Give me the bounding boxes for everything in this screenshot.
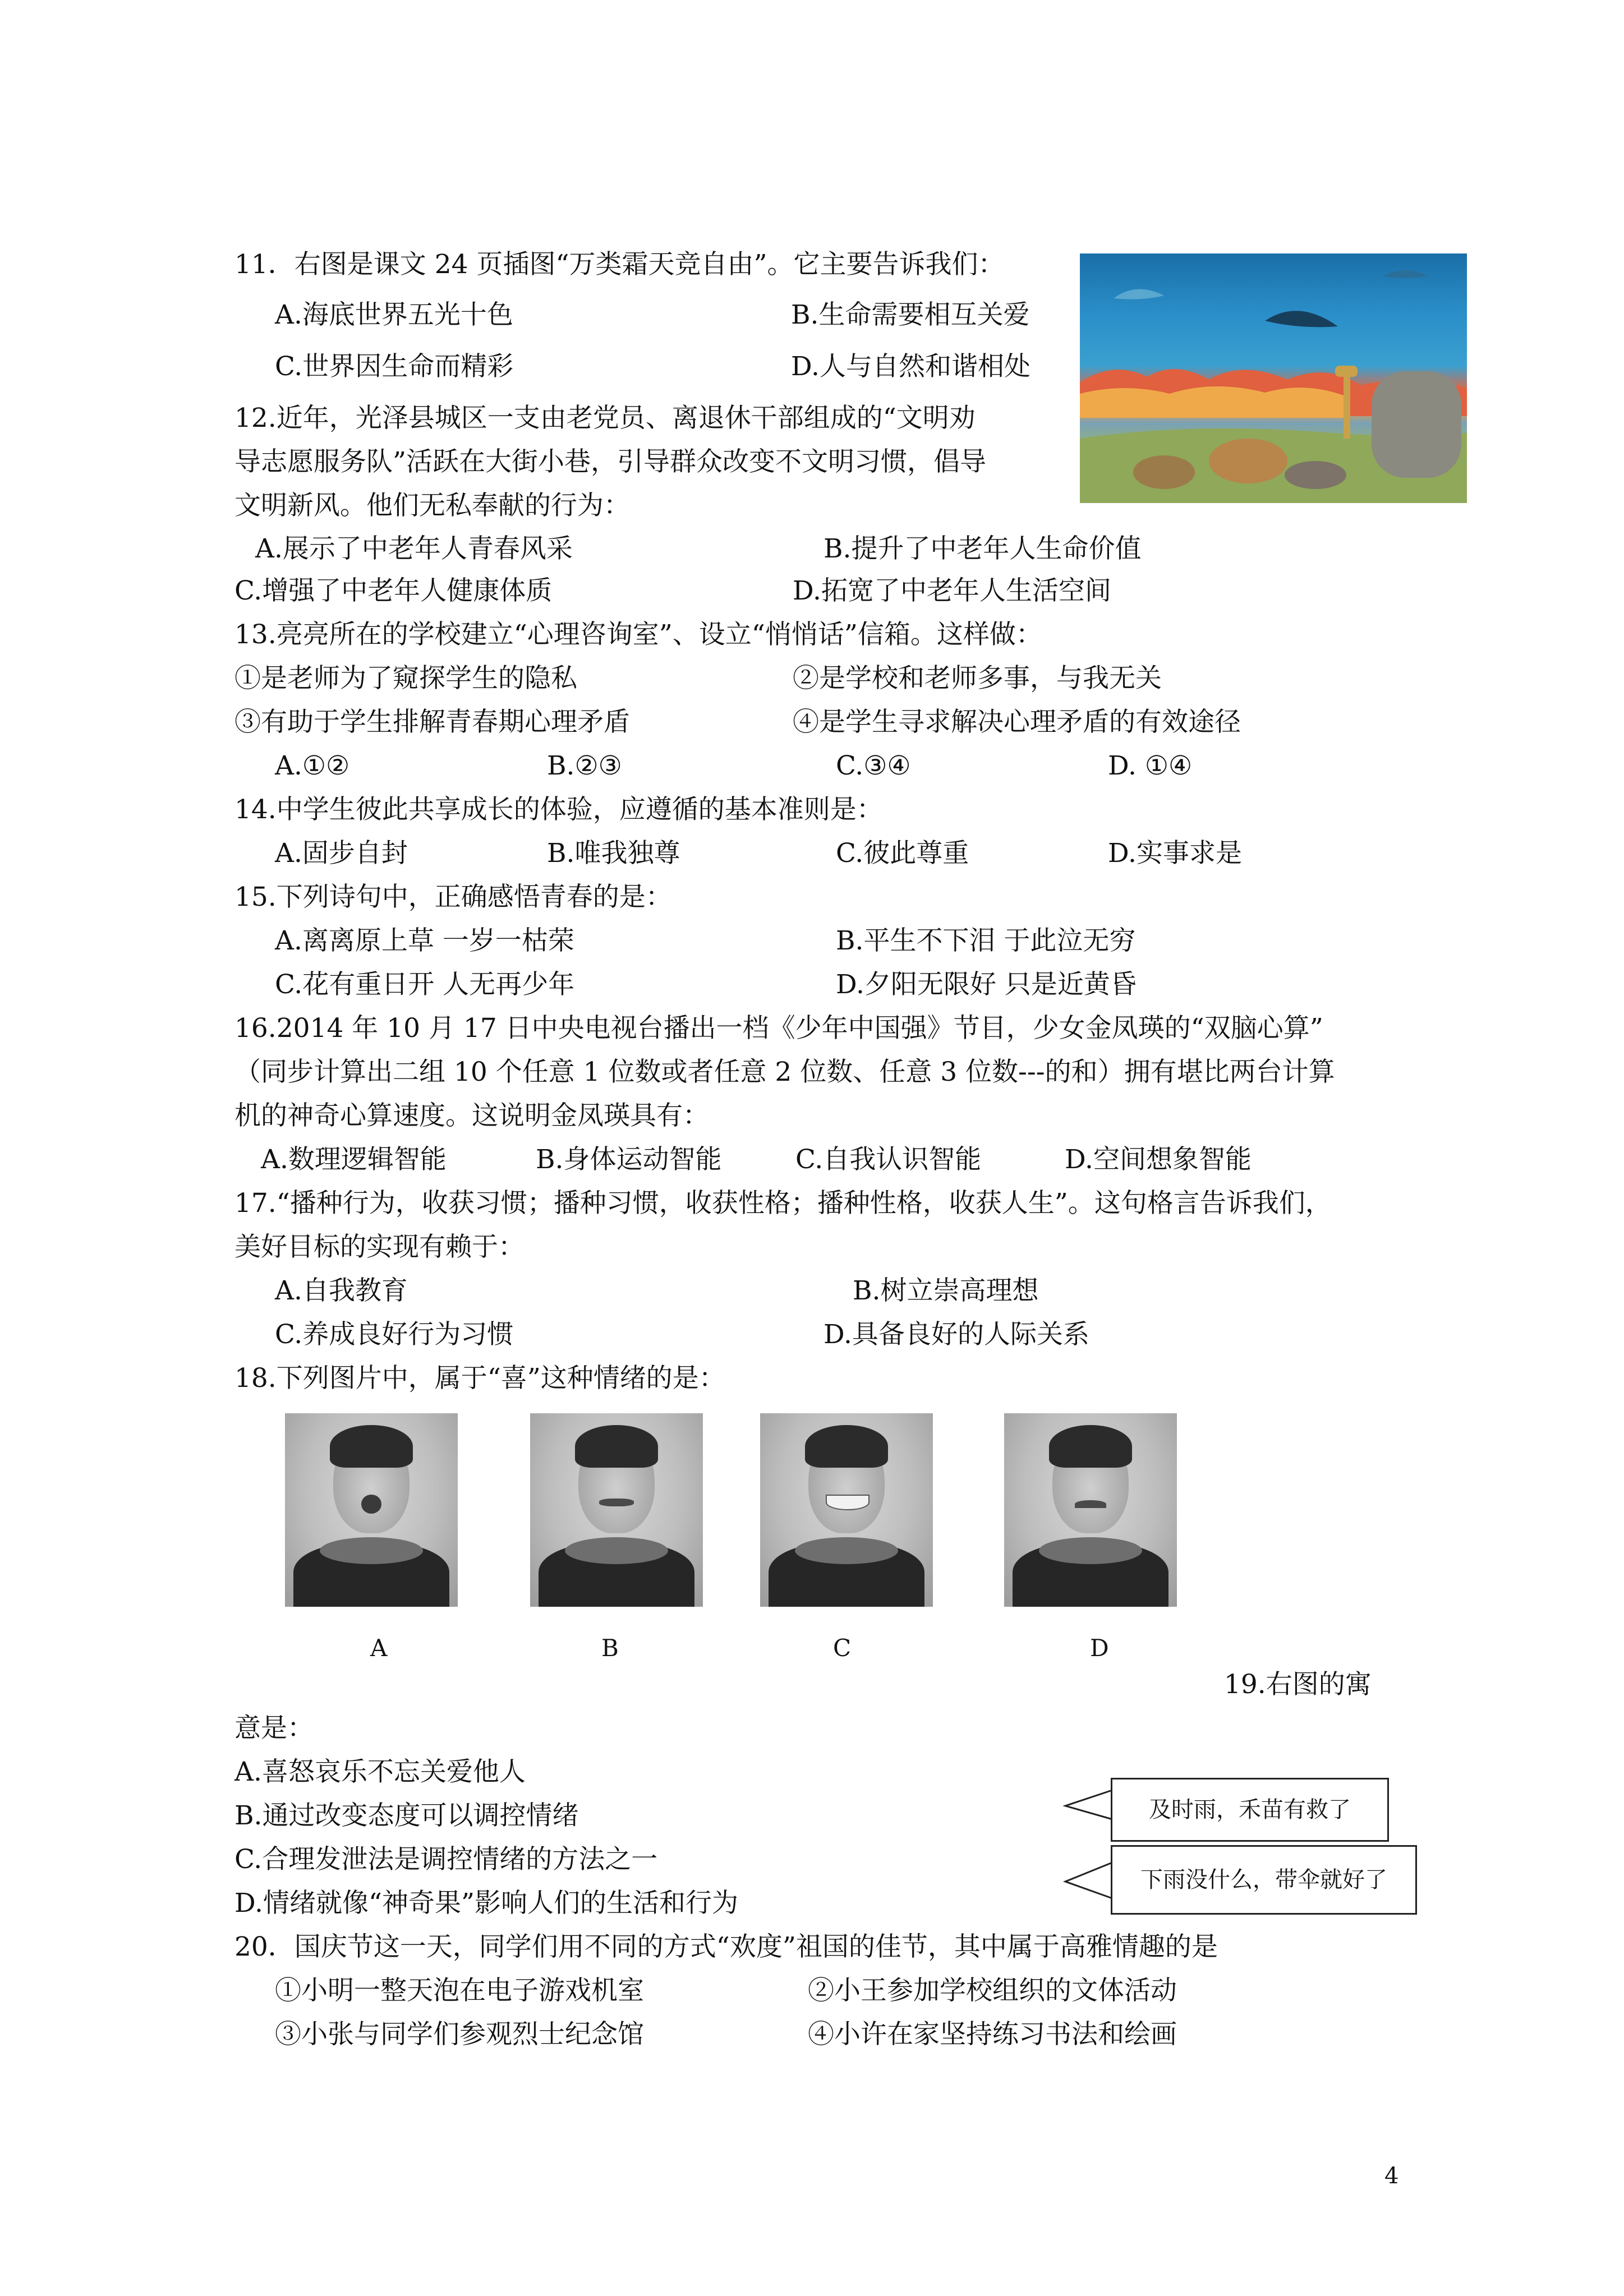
q13-statement-3: ③有助于学生排解青春期心理矛盾	[234, 707, 630, 737]
q12-option-d: D.拓宽了中老年人生活空间	[793, 575, 1111, 606]
q14-option-c: C.彼此尊重	[836, 838, 969, 869]
q12-option-a: A.展示了中老年人青春风采	[255, 533, 573, 564]
q15-option-d: D.夕阳无限好 只是近黄昏	[836, 969, 1137, 1000]
face-photo-d	[1004, 1413, 1177, 1607]
q18-stem: 18.下列图片中，属于“喜”这种情绪的是：	[234, 1363, 725, 1394]
q20-stem: 20．国庆节这一天，同学们用不同的方式“欢度”祖国的佳节，其中属于高雅情趣的是	[234, 1931, 1218, 1962]
photo-label-c: C	[833, 1634, 852, 1662]
q13-option-c: C.③④	[836, 750, 911, 781]
q14-option-d: D.实事求是	[1108, 838, 1242, 869]
q11-option-b: B.生命需要相互关爱	[791, 299, 1030, 330]
q11-stem: 11．右图是课文 24 页插图“万类霜天竞自由”。它主要告诉我们：	[234, 249, 1005, 280]
q14-option-a: A.固步自封	[275, 838, 408, 869]
q17-option-d: D.具备良好的人际关系	[823, 1319, 1089, 1350]
nature-harmony-illustration	[1080, 253, 1467, 503]
q16-line-2: （同步计算出二组 10 个任意 1 位数或者任意 2 位数、任意 3 位数---的和）拥有堪比两台计算	[234, 1057, 1335, 1087]
q13-stem: 13.亮亮所在的学校建立“心理咨询室”、设立“悄悄话”信箱。这样做：	[234, 619, 1042, 650]
q11-option-d: D.人与自然和谐相处	[791, 351, 1030, 382]
bubble-1-tail	[1063, 1782, 1114, 1833]
q17-line-1: 17.“播种行为，收获习惯；播种习惯，收获性格；播种性格，收获人生”。这句格言告诉我们，	[234, 1188, 1332, 1219]
q20-statement-4: ④小许在家坚持练习书法和绘画	[808, 2019, 1177, 2050]
photo-label-a: A	[370, 1634, 388, 1662]
q16-line-1: 16.2014 年 10 月 17 日中央电视台播出一档《少年中国强》节目，少女金凤瑛的“双脑心算”	[234, 1013, 1323, 1044]
q13-statement-1: ①是老师为了窥探学生的隐私	[234, 663, 577, 694]
q13-option-b: B.②③	[547, 750, 622, 781]
q12-line-2: 导志愿服务队”活跃在大街小巷，引导群众改变不文明习惯，倡导	[234, 446, 987, 477]
q11-option-c: C.世界因生命而精彩	[275, 351, 514, 382]
q13-option-d: D. ①④	[1108, 750, 1193, 781]
q20-statement-3: ③小张与同学们参观烈士纪念馆	[275, 2019, 644, 2050]
speech-bubble-2	[1111, 1845, 1417, 1915]
photo-label-d: D	[1090, 1634, 1109, 1662]
q13-statement-2: ②是学校和老师多事，与我无关	[793, 663, 1162, 694]
q14-option-b: B.唯我独尊	[547, 838, 680, 869]
q19-option-b: B.通过改变态度可以调控情绪	[234, 1800, 579, 1831]
q15-option-c: C.花有重日开 人无再少年	[275, 969, 575, 1000]
face-photo-a	[285, 1413, 458, 1607]
face-photo-b	[530, 1413, 703, 1607]
q20-statement-2: ②小王参加学校组织的文体活动	[808, 1975, 1177, 2006]
face-photo-c	[760, 1413, 933, 1607]
speech-bubble-1-text: 及时雨，禾苗有救了	[1149, 1797, 1351, 1823]
q19-option-d: D.情绪就像“神奇果”影响人们的生活和行为	[234, 1888, 739, 1919]
q12-line-1: 12.近年，光泽县城区一支由老党员、离退休干部组成的“文明劝	[234, 403, 976, 434]
q15-option-b: B.平生不下泪 于此泣无穷	[836, 925, 1136, 956]
speech-bubble-1	[1111, 1778, 1389, 1842]
bubble-2-tail	[1063, 1854, 1114, 1910]
q17-option-b: B.树立崇高理想	[853, 1275, 1039, 1306]
q14-stem: 14.中学生彼此共享成长的体验，应遵循的基本准则是：	[234, 794, 883, 825]
q16-line-3: 机的神奇心算速度。这说明金凤瑛具有：	[234, 1100, 709, 1131]
q20-statement-1: ①小明一整天泡在电子游戏机室	[275, 1975, 644, 2006]
speech-bubble-2-text: 下雨没什么，带伞就好了	[1140, 1867, 1387, 1893]
q19-option-a: A.喜怒哀乐不忘关爱他人	[234, 1756, 526, 1787]
q12-option-c: C.增强了中老年人健康体质	[234, 575, 553, 606]
q19-option-c: C.合理发泄法是调控情绪的方法之一	[234, 1844, 658, 1875]
q15-stem: 15.下列诗句中，正确感悟青春的是：	[234, 882, 672, 912]
q13-statement-4: ④是学生寻求解决心理矛盾的有效途径	[793, 707, 1241, 737]
q16-option-d: D.空间想象智能	[1065, 1144, 1252, 1175]
q16-option-c: C.自我认识智能	[795, 1144, 982, 1175]
q19-stem-part-2: 意是：	[234, 1713, 314, 1744]
q12-option-b: B.提升了中老年人生命价值	[823, 533, 1142, 564]
sea-land-animals-graphic	[1080, 253, 1467, 503]
q11-option-a: A.海底世界五光十色	[275, 299, 513, 330]
q17-option-a: A.自我教育	[275, 1275, 408, 1306]
photo-label-b: B	[601, 1634, 619, 1662]
q12-line-3: 文明新风。他们无私奉献的行为：	[234, 490, 630, 521]
q16-option-b: B.身体运动智能	[536, 1144, 722, 1175]
q15-option-a: A.离离原上草 一岁一枯荣	[275, 925, 574, 956]
q17-line-2: 美好目标的实现有赖于：	[234, 1232, 525, 1262]
q17-option-c: C.养成良好行为习惯	[275, 1319, 514, 1350]
q13-option-a: A.①②	[275, 750, 350, 781]
page-number: 4	[1384, 2163, 1399, 2189]
q19-stem-part-1: 19.右图的寓	[1224, 1669, 1372, 1700]
q16-option-a: A.数理逻辑智能	[261, 1144, 447, 1175]
